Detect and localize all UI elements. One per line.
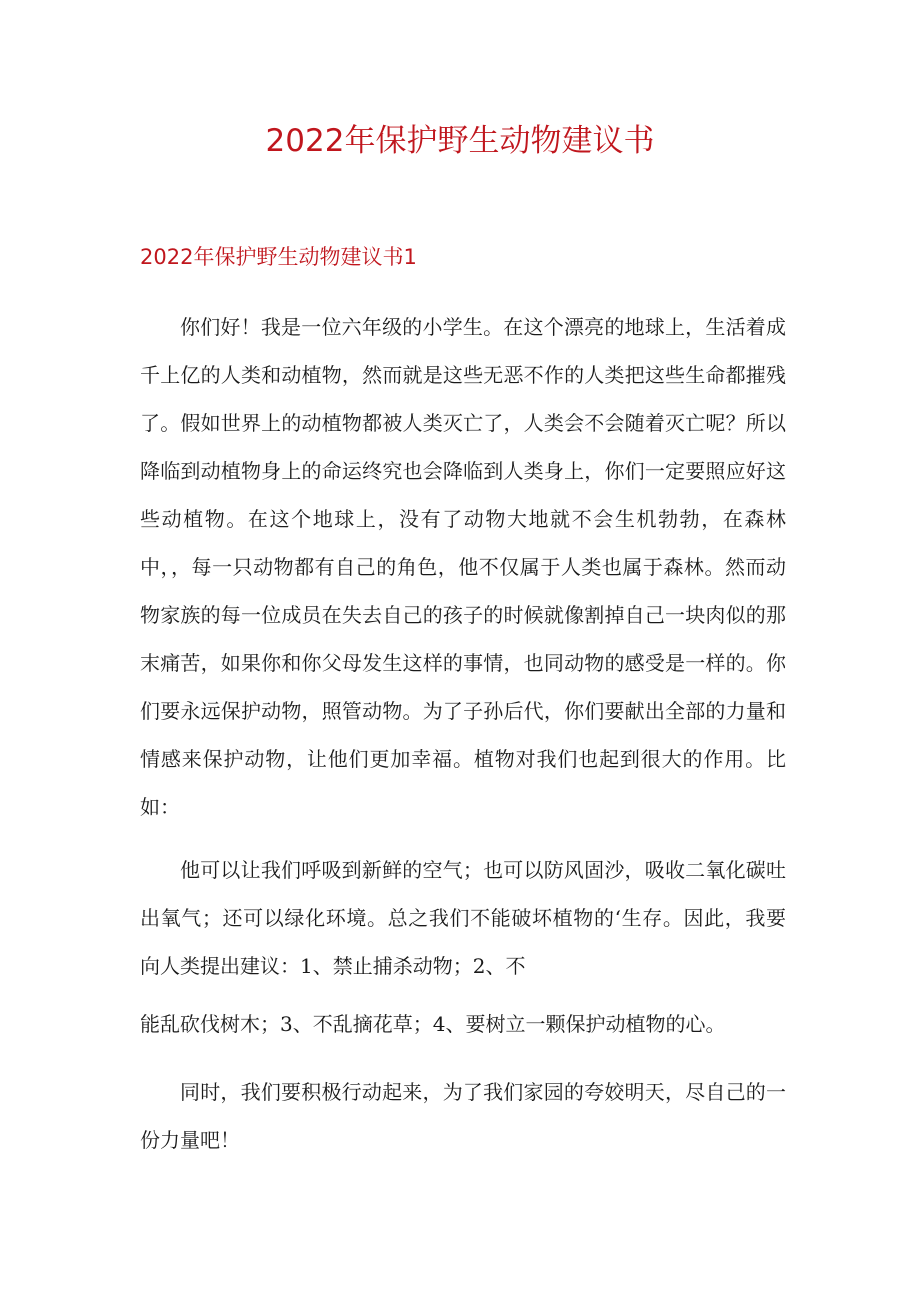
paragraph-plants: 他可以让我们呼吸到新鲜的空气；也可以防风固沙，吸收二氧化碳吐出氧气；还可以绿化环境。总之我们不能破坏植物的‘生存。因此，我要向人类提出建议：1、禁止捕杀动物；2、不 — [140, 858, 786, 978]
document-title: 2022年保护野生动物建议书 — [265, 123, 655, 159]
paragraph-intro: 你们好！我是一位六年级的小学生。在这个漂亮的地球上，生活着成千上亿的人类和动植物，然而就是这些无恶不作的人类把这些生命都摧残了。假如世界上的动植物都被人类灭亡了，人类会不会随着灭亡呢？所以降临到动植物身上的命运终究也会降临到人类身上，你们一定要照应好这些动植物。在这个地球上，没有了动物大地就不会生机勃勃，在森林中，，每一只动物都有自己的角色，他不仅属于人类也属于森林。然而动物家族的每一位成员在失去自己的孩子的时候就像割掉自己一块肉似的那末痛苦，如果你和你父母发生这样的事情，也同动物的感受是一样的。你们要永远保护动物，照管动物。为了子孙后代，你们要献出全部的力量和情感来保护动物，让他们更加幸福。植物对我们也起到很大的作用。比如： — [140, 315, 786, 819]
section-heading: 2022年保护野生动物建议书1 — [140, 245, 417, 269]
paragraph-suggestions: 能乱砍伐树木；3、不乱摘花草；4、要树立一颗保护动植物的心。 — [140, 1012, 726, 1036]
paragraph-closing: 同时，我们要积极行动起来，为了我们家园的夸姣明天，尽自己的一份力量吧！ — [140, 1080, 786, 1152]
